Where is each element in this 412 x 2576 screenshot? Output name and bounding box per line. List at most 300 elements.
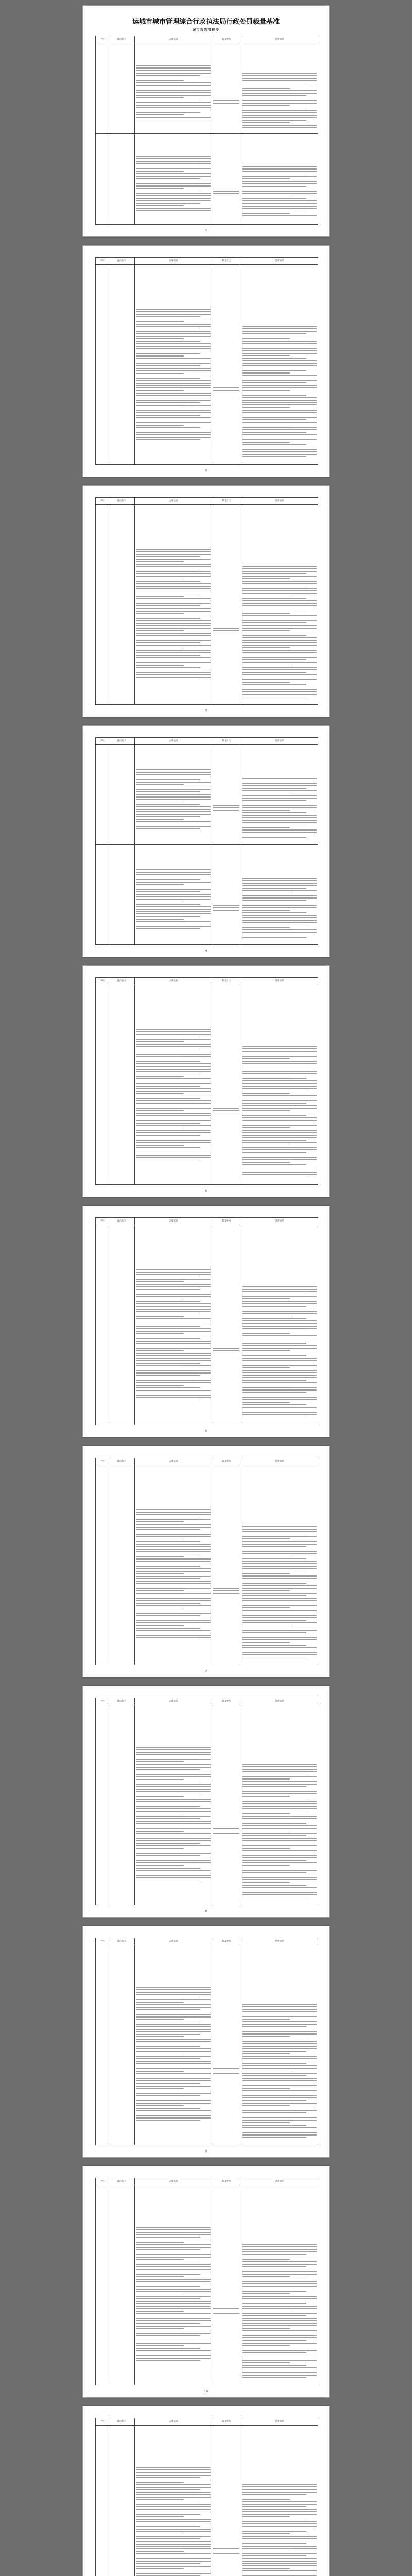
- text-line: [136, 1596, 211, 1597]
- text-line: [136, 1147, 200, 1148]
- text-line: [136, 1590, 184, 1591]
- table-row: [96, 2426, 318, 2576]
- text-line: [136, 1142, 211, 1143]
- text-line: [242, 2103, 317, 2104]
- page-number: 3: [205, 709, 207, 713]
- column-header: 裁量阶次: [212, 738, 241, 745]
- page-number: 6: [205, 1430, 207, 1433]
- row-number-cell: [96, 43, 109, 134]
- text-line: [242, 1130, 317, 1131]
- text-line: [242, 1335, 317, 1336]
- text-line: [242, 2130, 317, 2131]
- text-line: [213, 100, 239, 101]
- text-line: [242, 1286, 317, 1287]
- blurred-text-block: [213, 1056, 239, 1113]
- text-line: [242, 2271, 317, 2272]
- blurred-text-block: [136, 1249, 211, 1401]
- text-line: [242, 1380, 306, 1381]
- text-line: [136, 2484, 211, 2485]
- text-line: [213, 2308, 239, 2309]
- text-line: [136, 1994, 211, 1995]
- text-line: [136, 1274, 211, 1275]
- text-line: [136, 660, 211, 661]
- text-line: [242, 778, 317, 779]
- text-line: [213, 2553, 239, 2554]
- text-line: [242, 895, 317, 896]
- text-line: [136, 1074, 200, 1075]
- text-line: [242, 2083, 317, 2084]
- text-line: [136, 1052, 211, 1053]
- text-line: [136, 662, 211, 663]
- text-line: [136, 2526, 200, 2527]
- text-line: [242, 1853, 317, 1854]
- text-line: [136, 902, 184, 903]
- text-line: [136, 2355, 211, 2356]
- text-line: [136, 1534, 211, 1535]
- text-line: [242, 1637, 317, 1638]
- text-line: [136, 877, 211, 878]
- text-line: [242, 2565, 317, 2566]
- text-line: [136, 894, 211, 895]
- text-line: [242, 360, 317, 361]
- text-line: [136, 370, 211, 371]
- text-line: [136, 889, 211, 890]
- text-line: [242, 200, 317, 201]
- text-line: [242, 1372, 317, 1374]
- text-line: [213, 1590, 239, 1591]
- penalty-table: [95, 2178, 318, 2385]
- text-line: [242, 829, 317, 831]
- text-line: [242, 2249, 317, 2250]
- violation-cell: [109, 1465, 135, 1665]
- text-line: [242, 835, 317, 836]
- column-header: 违法行为: [109, 1458, 135, 1465]
- text-line: [242, 2120, 317, 2121]
- text-line: [136, 2054, 184, 2055]
- text-line: [136, 1286, 211, 1287]
- text-line: [242, 181, 317, 182]
- discretion-level-cell: [212, 1465, 241, 1665]
- text-line: [242, 90, 317, 91]
- text-line: [136, 351, 211, 352]
- text-line: [242, 922, 317, 923]
- text-line: [136, 2234, 211, 2235]
- column-header: 适用情形: [241, 36, 318, 43]
- text-line: [136, 168, 211, 170]
- column-header: 法律依据: [135, 978, 212, 985]
- text-line: [242, 1551, 317, 1552]
- text-line: [136, 1103, 211, 1104]
- text-line: [242, 1338, 317, 1339]
- text-line: [242, 1402, 290, 1403]
- text-line: [242, 2355, 317, 2356]
- text-line: [136, 432, 211, 433]
- text-line: [136, 1838, 211, 1839]
- column-header: 序号: [96, 258, 109, 265]
- text-line: [136, 2313, 211, 2314]
- text-line: [242, 2340, 306, 2341]
- document-page: [82, 1926, 330, 2158]
- text-line: [136, 2276, 184, 2277]
- text-line: [136, 1132, 211, 1133]
- text-line: [242, 1103, 306, 1104]
- text-line: [136, 2262, 200, 2263]
- text-line: [242, 1825, 317, 1826]
- text-line: [136, 879, 200, 880]
- text-line: [242, 1367, 290, 1368]
- blurred-text-block: [242, 272, 317, 457]
- page-number: 10: [204, 2390, 208, 2393]
- text-line: [136, 605, 200, 606]
- text-line: [136, 665, 184, 666]
- row-number-cell: [96, 134, 109, 225]
- text-line: [136, 1049, 200, 1050]
- text-line: [136, 203, 200, 204]
- text-line: [242, 1635, 317, 1636]
- text-line: [136, 408, 184, 409]
- text-line: [242, 571, 317, 572]
- text-line: [136, 95, 211, 96]
- text-line: [242, 611, 306, 612]
- text-line: [242, 1407, 317, 1408]
- text-line: [136, 1833, 211, 1834]
- text-line: [136, 1544, 211, 1545]
- text-line: [242, 2308, 317, 2309]
- text-line: [242, 456, 306, 457]
- text-line: [136, 415, 200, 416]
- text-line: [213, 907, 239, 908]
- discretion-level-cell: [212, 505, 241, 705]
- text-line: [242, 333, 306, 334]
- text-line: [213, 1833, 239, 1834]
- text-line: [242, 1778, 290, 1780]
- text-line: [242, 2333, 317, 2334]
- text-line: [242, 825, 306, 826]
- text-line: [136, 1123, 200, 1124]
- discretion-level-cell: [212, 745, 241, 845]
- text-line: [136, 652, 211, 653]
- text-line: [242, 1575, 317, 1577]
- text-line: [136, 1108, 211, 1109]
- text-line: [136, 92, 211, 93]
- text-line: [242, 1320, 317, 1321]
- text-line: [242, 407, 290, 408]
- text-line: [242, 2108, 317, 2109]
- text-line: [242, 2097, 317, 2098]
- text-line: [136, 1380, 211, 1381]
- text-line: [136, 2311, 184, 2312]
- applicable-case-cell: [241, 745, 318, 845]
- legal-basis-cell: [135, 985, 212, 1185]
- text-line: [242, 810, 290, 811]
- text-line: [136, 2004, 211, 2005]
- text-line: [136, 2120, 200, 2121]
- table-row: [96, 265, 318, 465]
- text-line: [136, 2509, 211, 2510]
- text-line: [242, 598, 306, 599]
- text-line: [242, 1571, 306, 1572]
- text-line: [136, 1774, 211, 1775]
- text-line: [136, 2553, 211, 2554]
- text-line: [136, 2551, 184, 2552]
- applicable-case-cell: [241, 1945, 318, 2145]
- text-line: [242, 578, 290, 579]
- column-header: 法律依据: [135, 2418, 212, 2426]
- column-header: 序号: [96, 498, 109, 505]
- violation-cell: [109, 43, 135, 134]
- table-header-row: [96, 978, 318, 985]
- text-line: [242, 2335, 317, 2336]
- text-line: [242, 2073, 317, 2074]
- text-line: [242, 1046, 317, 1047]
- text-line: [242, 213, 290, 214]
- text-line: [136, 417, 211, 418]
- text-line: [242, 2053, 290, 2054]
- page-number: 7: [205, 1670, 207, 1673]
- text-line: [242, 1399, 317, 1400]
- discretion-level-cell: [212, 2426, 241, 2576]
- text-line: [242, 618, 317, 619]
- text-line: [136, 1605, 211, 1606]
- text-line: [136, 2284, 211, 2285]
- table-row: [96, 985, 318, 1185]
- text-line: [136, 1301, 200, 1302]
- text-line: [136, 1635, 211, 1636]
- text-line: [136, 1524, 211, 1525]
- text-line: [136, 65, 211, 66]
- text-line: [242, 2061, 317, 2062]
- text-line: [136, 916, 200, 917]
- text-line: [242, 1355, 306, 1356]
- text-line: [242, 1098, 317, 1099]
- text-line: [136, 1044, 211, 1045]
- text-line: [136, 1851, 211, 1852]
- text-line: [136, 1113, 211, 1114]
- text-line: [242, 2358, 317, 2359]
- text-line: [242, 625, 317, 626]
- blurred-text-block: [213, 878, 239, 910]
- page-number: 9: [205, 2150, 207, 2153]
- column-header: 违法行为: [109, 498, 135, 505]
- text-line: [136, 625, 211, 626]
- column-header: 违法行为: [109, 36, 135, 43]
- row-number-cell: [96, 265, 109, 465]
- text-line: [136, 2326, 211, 2327]
- text-line: [136, 1397, 211, 1398]
- text-line: [242, 1558, 306, 1560]
- blurred-text-block: [213, 576, 239, 633]
- text-line: [136, 393, 211, 394]
- text-line: [242, 2313, 317, 2314]
- blurred-text-block: [242, 512, 317, 698]
- text-line: [242, 2514, 317, 2515]
- text-line: [136, 1135, 200, 1136]
- text-line: [136, 1598, 211, 1599]
- text-line: [242, 2041, 317, 2042]
- column-header: 裁量阶次: [212, 1218, 241, 1225]
- text-line: [242, 1544, 317, 1545]
- text-line: [213, 1108, 239, 1109]
- text-line: [136, 2348, 200, 2349]
- text-line: [136, 2012, 211, 2013]
- text-line: [136, 1529, 200, 1530]
- text-line: [242, 564, 317, 565]
- text-line: [242, 178, 290, 179]
- text-line: [136, 2073, 211, 2074]
- text-line: [136, 385, 211, 386]
- text-line: [242, 2303, 306, 2304]
- text-line: [242, 1328, 317, 1329]
- text-line: [136, 1521, 184, 1522]
- text-line: [242, 1838, 317, 1839]
- text-line: [242, 812, 306, 814]
- blurred-text-block: [136, 1489, 211, 1641]
- text-line: [136, 802, 184, 803]
- row-number-cell: [96, 1705, 109, 1905]
- blurred-text-block: [213, 1536, 239, 1594]
- text-line: [242, 2132, 317, 2133]
- applicable-case-cell: [241, 845, 318, 945]
- text-line: [242, 2501, 317, 2502]
- text-line: [242, 1353, 317, 1354]
- text-line: [242, 2289, 317, 2290]
- text-line: [136, 640, 211, 641]
- text-line: [136, 1843, 200, 1844]
- text-line: [136, 655, 200, 656]
- text-line: [136, 921, 211, 922]
- text-line: [242, 687, 317, 688]
- text-line: [136, 2227, 211, 2228]
- text-line: [242, 1600, 317, 1601]
- applicable-case-cell: [241, 1465, 318, 1665]
- text-line: [136, 1801, 211, 1802]
- text-line: [242, 897, 317, 899]
- text-line: [242, 385, 317, 386]
- text-line: [136, 114, 184, 115]
- text-line: [136, 2296, 211, 2297]
- violation-cell: [109, 1705, 135, 1905]
- text-line: [242, 1865, 290, 1866]
- text-line: [242, 2043, 317, 2044]
- discretion-level-cell: [212, 134, 241, 225]
- text-line: [136, 569, 200, 570]
- text-line: [242, 1573, 290, 1574]
- text-line: [242, 103, 317, 104]
- text-line: [136, 657, 211, 658]
- text-line: [136, 1637, 211, 1638]
- text-line: [242, 1135, 317, 1136]
- text-line: [242, 1323, 317, 1324]
- text-line: [242, 633, 317, 634]
- text-line: [242, 1553, 317, 1554]
- text-line: [242, 186, 306, 187]
- text-line: [136, 1628, 200, 1629]
- text-line: [242, 2519, 306, 2520]
- text-line: [136, 2110, 211, 2111]
- text-line: [213, 103, 239, 104]
- text-line: [136, 2041, 211, 2042]
- text-line: [136, 75, 200, 76]
- text-line: [242, 1650, 317, 1651]
- text-line: [242, 348, 317, 349]
- text-line: [242, 215, 317, 216]
- table-row: [96, 43, 318, 134]
- text-line: [136, 620, 211, 621]
- text-line: [136, 554, 211, 555]
- text-line: [242, 1563, 317, 1564]
- text-line: [242, 1598, 317, 1599]
- text-line: [136, 2078, 211, 2079]
- text-line: [136, 191, 200, 192]
- text-line: [136, 1772, 211, 1773]
- text-line: [242, 1076, 290, 1077]
- blurred-text-block: [242, 1953, 317, 2138]
- text-line: [136, 1083, 211, 1084]
- column-header: 裁量阶次: [212, 1458, 241, 1465]
- text-line: [136, 1818, 200, 1819]
- text-line: [136, 1786, 211, 1787]
- text-line: [242, 120, 306, 121]
- text-line: [136, 2318, 211, 2319]
- text-line: [242, 1100, 317, 1101]
- text-line: [242, 2337, 317, 2338]
- text-line: [136, 583, 211, 584]
- text-line: [136, 2279, 211, 2280]
- text-line: [136, 1821, 211, 1822]
- text-line: [136, 2272, 211, 2273]
- text-line: [136, 1514, 211, 1515]
- document-page: [82, 1446, 330, 1677]
- text-line: [136, 1566, 200, 1567]
- text-line: [136, 811, 211, 812]
- text-line: [242, 795, 317, 796]
- text-line: [242, 1818, 317, 1819]
- text-line: [242, 1313, 317, 1314]
- text-line: [242, 1360, 317, 1361]
- text-line: [136, 667, 200, 668]
- text-line: [136, 1056, 211, 1057]
- text-line: [136, 1804, 211, 1805]
- text-line: [242, 98, 317, 99]
- text-line: [136, 1098, 200, 1099]
- text-line: [242, 1387, 317, 1388]
- text-line: [242, 419, 306, 420]
- text-line: [136, 782, 211, 783]
- text-line: [136, 1507, 211, 1508]
- text-line: [136, 158, 211, 159]
- column-header: 违法行为: [109, 1698, 135, 1705]
- text-line: [242, 338, 290, 339]
- text-line: [242, 422, 317, 423]
- text-line: [136, 1581, 211, 1582]
- blurred-text-block: [213, 336, 239, 393]
- text-line: [213, 390, 239, 391]
- column-header: 序号: [96, 36, 109, 43]
- text-line: [136, 2244, 211, 2245]
- text-line: [136, 402, 200, 403]
- text-line: [242, 1155, 317, 1156]
- text-line: [136, 806, 211, 807]
- text-line: [242, 1801, 317, 1802]
- text-line: [136, 869, 211, 870]
- text-line: [136, 1365, 211, 1366]
- text-line: [136, 919, 184, 920]
- text-line: [136, 2014, 211, 2015]
- text-line: [242, 2127, 317, 2128]
- text-line: [242, 1647, 317, 1648]
- text-line: [242, 2573, 317, 2574]
- text-line: [136, 549, 211, 550]
